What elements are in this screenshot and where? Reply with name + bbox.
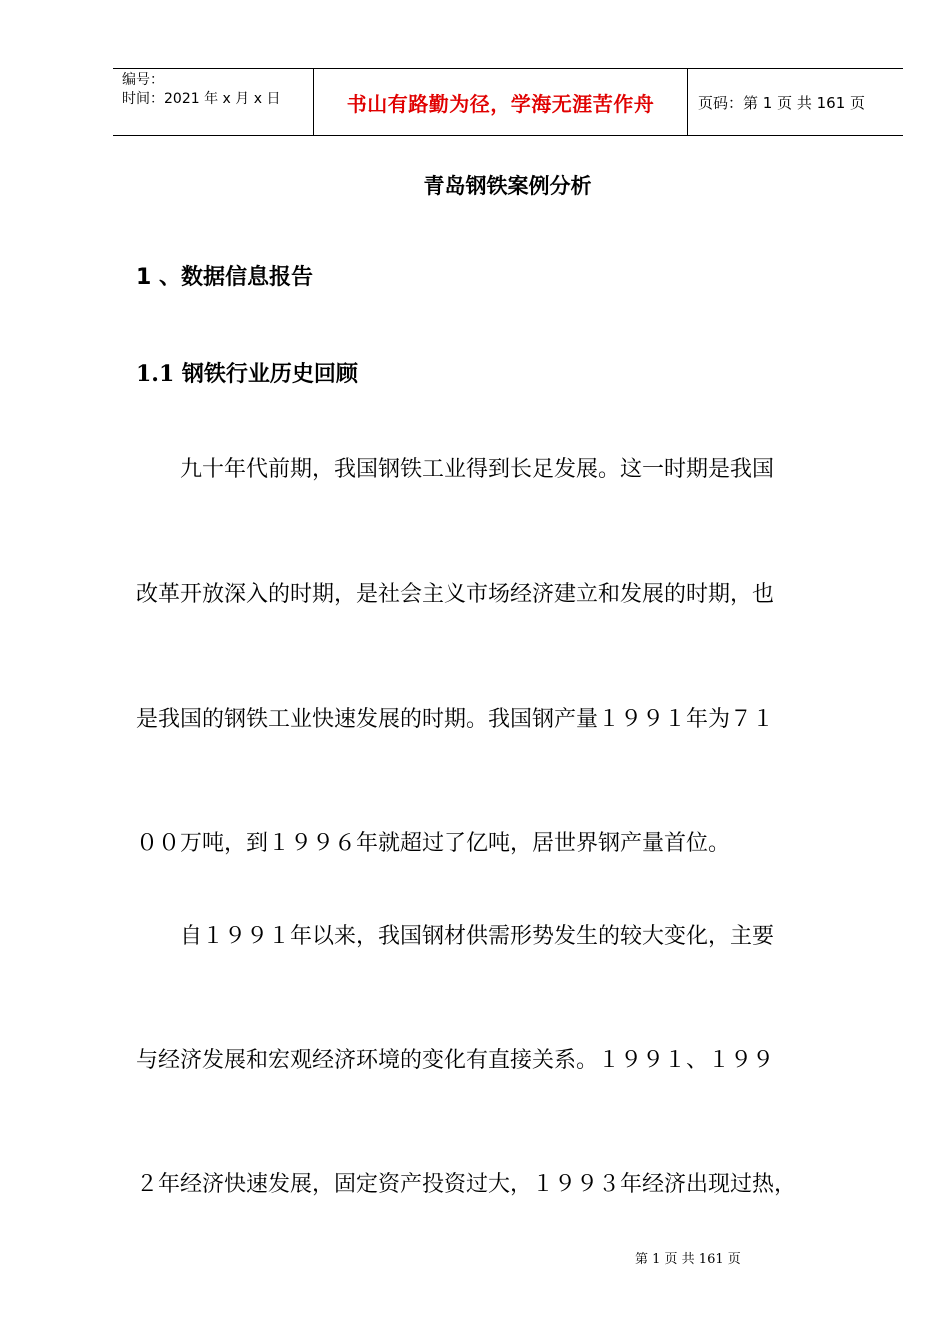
page-footer: 第 1 页 共 161 页 bbox=[635, 1252, 741, 1267]
body-line: ２年经济快速发展，固定资产投资过大，１９９３年经济出现过热， bbox=[136, 1172, 797, 1197]
body-line: ００万吨，到１９９６年就超过了亿吨，居世界钢产量首位。 bbox=[136, 831, 731, 856]
code-label: 编号： bbox=[122, 72, 164, 88]
time-label: 时间：2021 年 x 月 x 日 bbox=[122, 91, 281, 107]
header-meta-cell bbox=[113, 69, 314, 135]
body-line: 与经济发展和宏观经济环境的变化有直接关系。１９９１、１９９ bbox=[136, 1048, 775, 1073]
document-title: 青岛钢铁案例分析 bbox=[423, 174, 592, 198]
body-line: 九十年代前期，我国钢铁工业得到长足发展。这一时期是我国 bbox=[136, 457, 775, 482]
header-table bbox=[113, 68, 903, 136]
motto-text: 书山有路勤为径，学海无涯苦作舟 bbox=[346, 91, 655, 116]
body-line: 自１９９１年以来，我国钢材供需形势发生的较大变化，主要 bbox=[136, 924, 775, 949]
header-page-cell bbox=[688, 69, 903, 135]
section-heading-1-1: 1.1 钢铁行业历史回顾 bbox=[136, 361, 358, 387]
body-line: 是我国的钢铁工业快速发展的时期。我国钢产量１９９１年为７１ bbox=[136, 707, 775, 732]
body-line: 改革开放深入的时期，是社会主义市场经济建立和发展的时期，也 bbox=[136, 582, 775, 607]
header-motto-cell bbox=[314, 69, 688, 135]
section-heading-1: 1 、数据信息报告 bbox=[136, 265, 313, 290]
page-info: 页码：第 1 页 共 161 页 bbox=[698, 93, 866, 112]
